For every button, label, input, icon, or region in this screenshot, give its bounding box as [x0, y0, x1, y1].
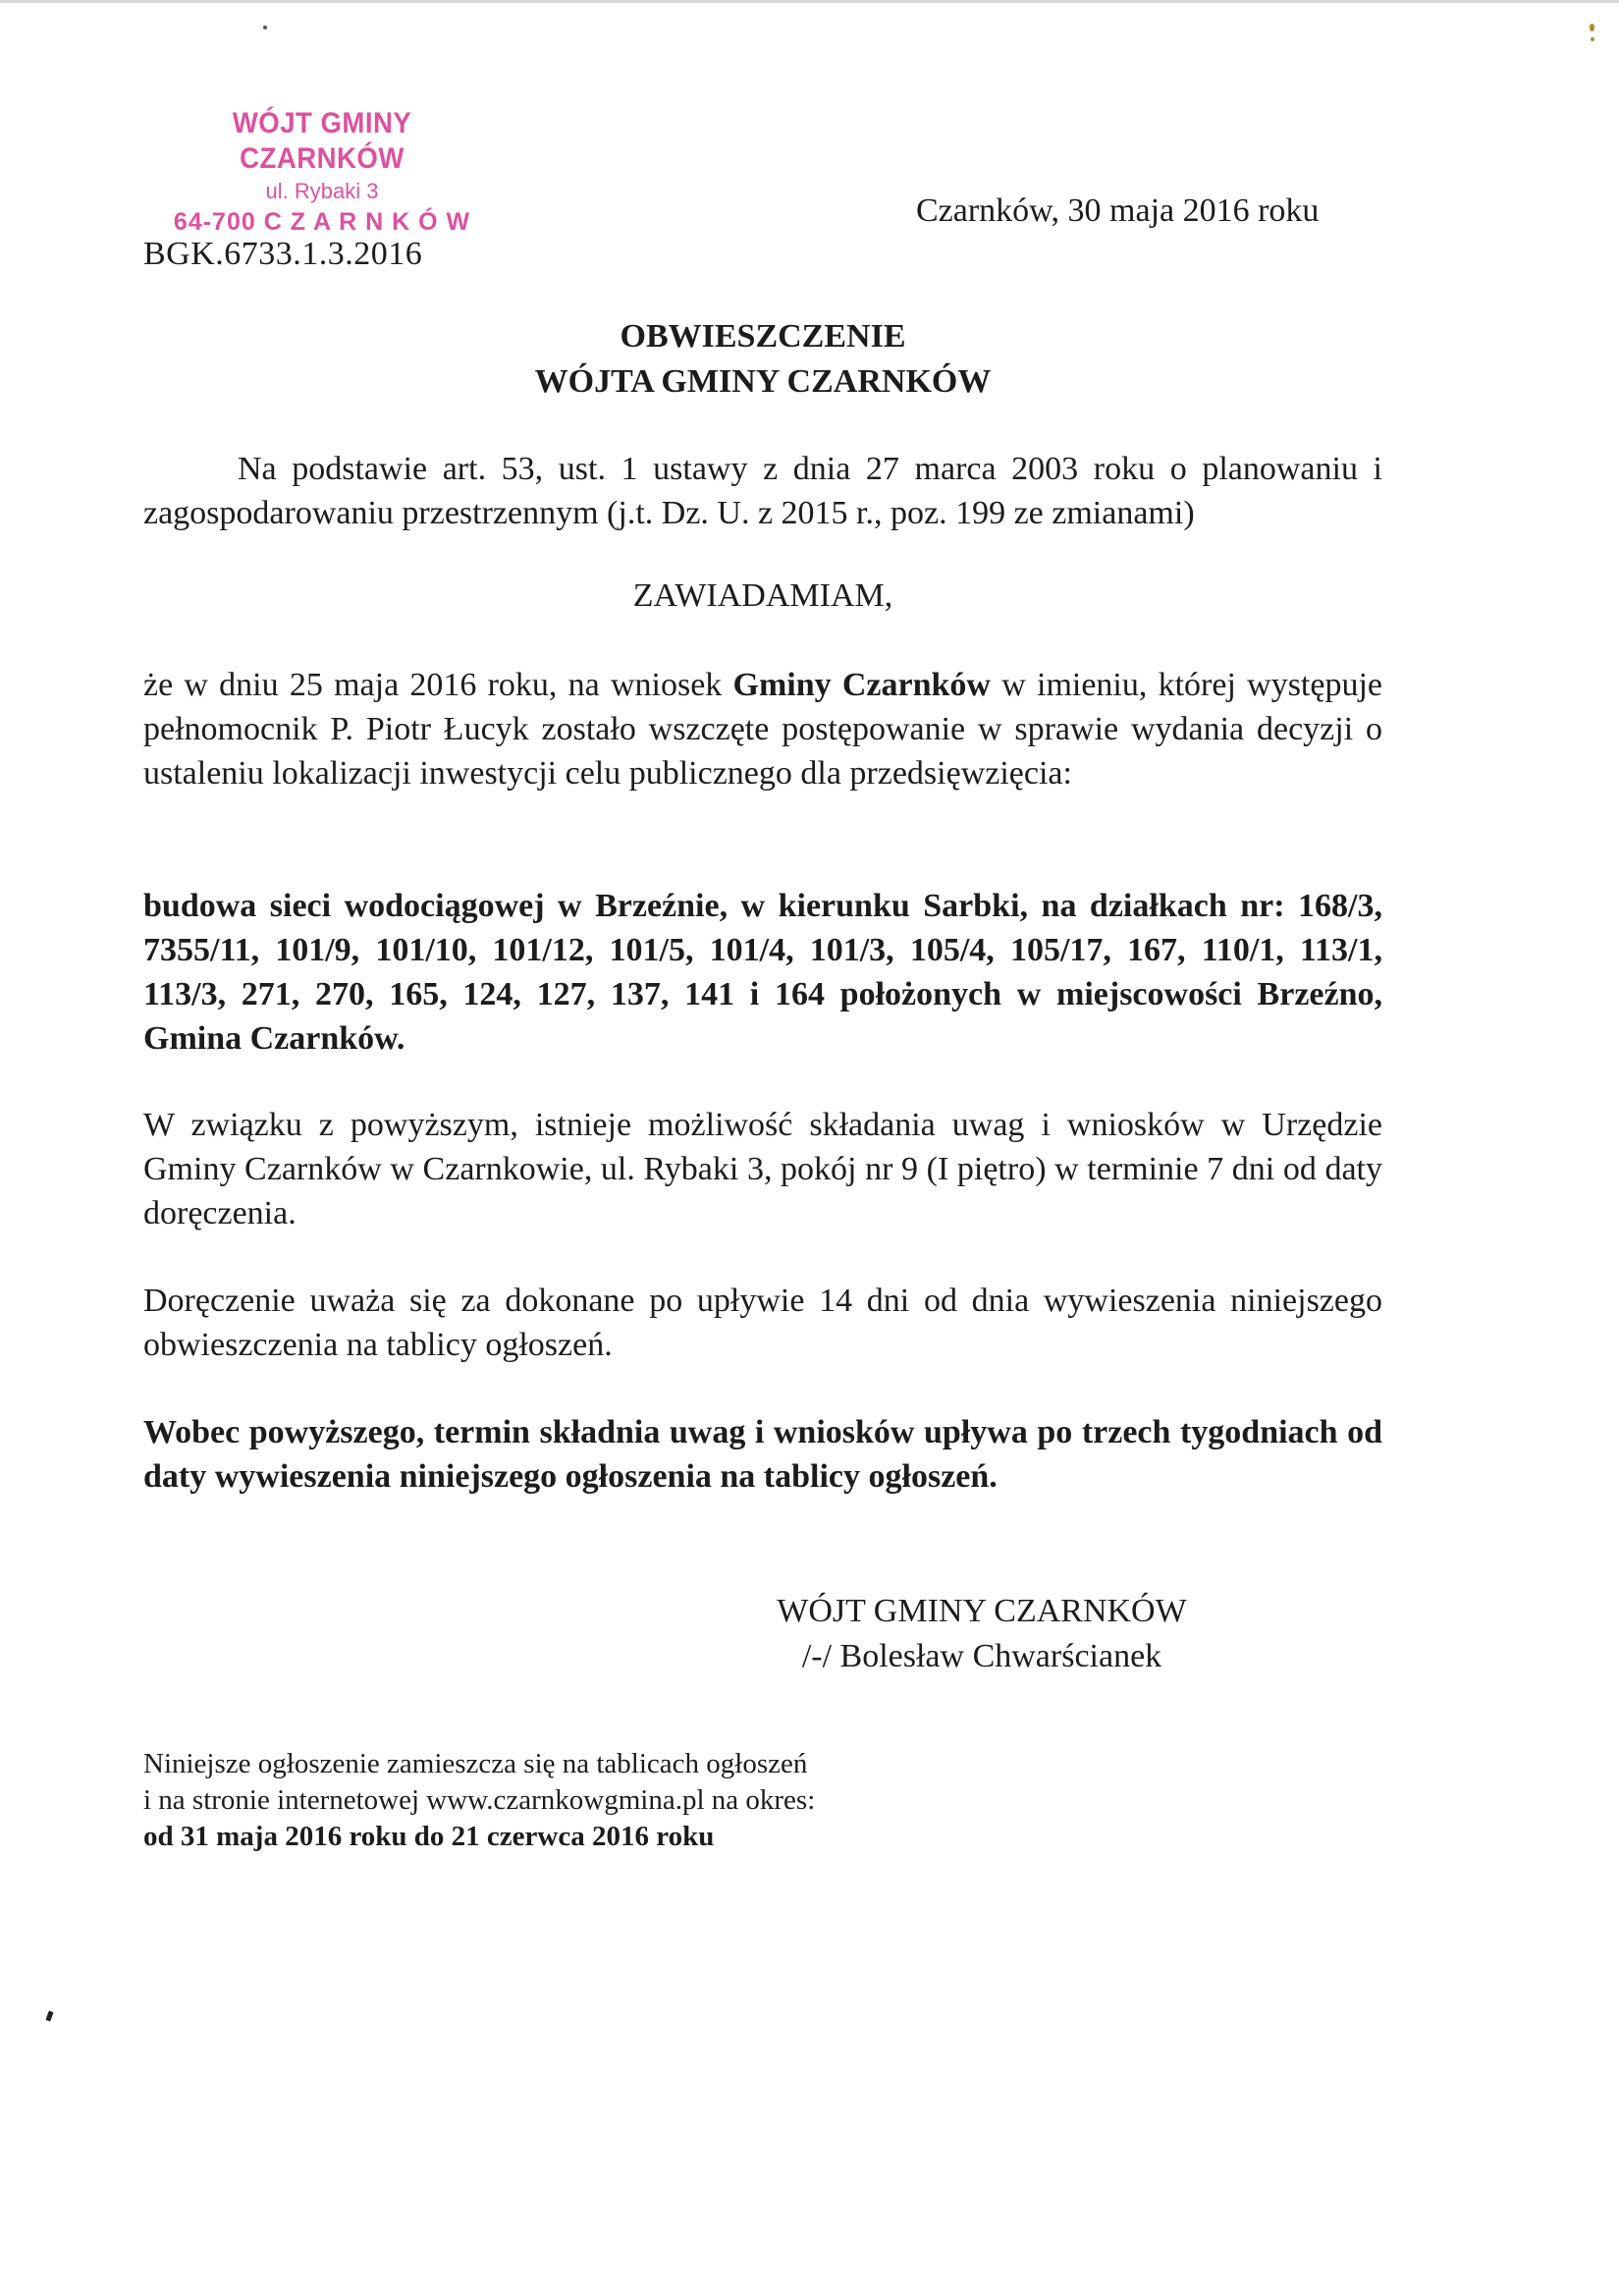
document-date: Czarnków, 30 maja 2016 roku: [916, 192, 1320, 229]
notice-paragraph: [143, 663, 1382, 795]
office-stamp: [135, 106, 509, 238]
title-line-2: WÓJTA GMINY CZARNKÓW: [534, 363, 992, 400]
stamp-line-city: 64-700 C Z A R N K Ó W: [173, 208, 471, 236]
publication-note: [143, 1746, 1027, 1855]
signature-name: /-/ Bolesław Chwarścianek: [801, 1638, 1162, 1674]
stamp-line-street: ul. Rybaki 3: [265, 179, 379, 203]
publication-note-line-1: Niniejsze ogłoszenie zamieszcza się na tablicach ogłoszeń: [143, 1748, 808, 1779]
applicant-name: Gminy Czarnków: [732, 667, 991, 703]
legal-basis-paragraph: Na podstawie art. 53, ust. 1 ustawy z dnia 27 marca 2003 roku o planowaniu i zagospodarowaniu przestrzennym (j.t. Dz. U. z 2015 r., poz. 199 ze zmianami): [143, 451, 1382, 531]
scan-speck: [1591, 37, 1594, 41]
scan-speck: [263, 26, 267, 29]
reference-number: BGK.6733.1.3.2016: [143, 236, 423, 272]
publication-period: od 31 maja 2016 roku do 21 czerwca 2016 roku: [143, 1821, 715, 1852]
stamp-line-office: WÓJT GMINY CZARNKÓW: [232, 107, 412, 175]
notice-text-2: w imieniu, której występuje pełnomocnik P. Piotr Łucyk zostało wszczęte postępowanie w sprawie wydania decyzji o ustaleniu lokalizacji inwestycji celu publicznego dla przedsięwzięcia:: [143, 667, 1382, 792]
page-top-edge: [0, 0, 1619, 3]
notify-heading: ZAWIADAMIAM,: [632, 577, 893, 614]
publication-note-line-2: i na stronie internetowej www.czarnkowgmina.pl na okres:: [143, 1784, 816, 1816]
title-line-1: OBWIESZCZENIE: [620, 318, 906, 355]
scan-speck: [1590, 24, 1594, 31]
scan-speck: [45, 2010, 53, 2021]
notice-text-1: że w dniu 25 maja 2016 roku, na wniosek: [143, 667, 733, 703]
signature-office: WÓJT GMINY CZARNKÓW: [777, 1593, 1187, 1629]
comments-paragraph: W związku z powyższym, istnieje możliwość składania uwag i wniosków w Urzędzie Gminy Czarnków w Czarnkowie, ul. Rybaki 3, pokój nr 9 (I piętro) w terminie 7 dni od daty doręczenia.: [143, 1107, 1382, 1231]
delivery-paragraph: Doręczenie uważa się za dokonane po upływie 14 dni od dnia wywieszenia niniejszego obwieszczenia na tablicy ogłoszeń.: [143, 1283, 1382, 1363]
signature-block: [687, 1589, 1276, 1679]
project-description: budowa sieci wodociągowej w Brzeźnie, w kierunku Sarbki, na działkach nr: 168/3, 7355/11, 101/9, 101/10, 101/12, 101/5, 101/4, 101/3, 105/4, 105/17, 167, 110/1, 113/1, 113/3, 271, 270, 165, 124, 127, 137, 141 i 164 położonych w miejscowości Brzeźno, Gmina Czarnków.: [143, 888, 1382, 1057]
document-title: [143, 314, 1382, 405]
deadline-paragraph: Wobec powyższego, termin składnia uwag i wniosków upływa po trzech tygodniach od daty wywieszenia niniejszego ogłoszenia na tablicy ogłoszeń.: [143, 1414, 1382, 1495]
